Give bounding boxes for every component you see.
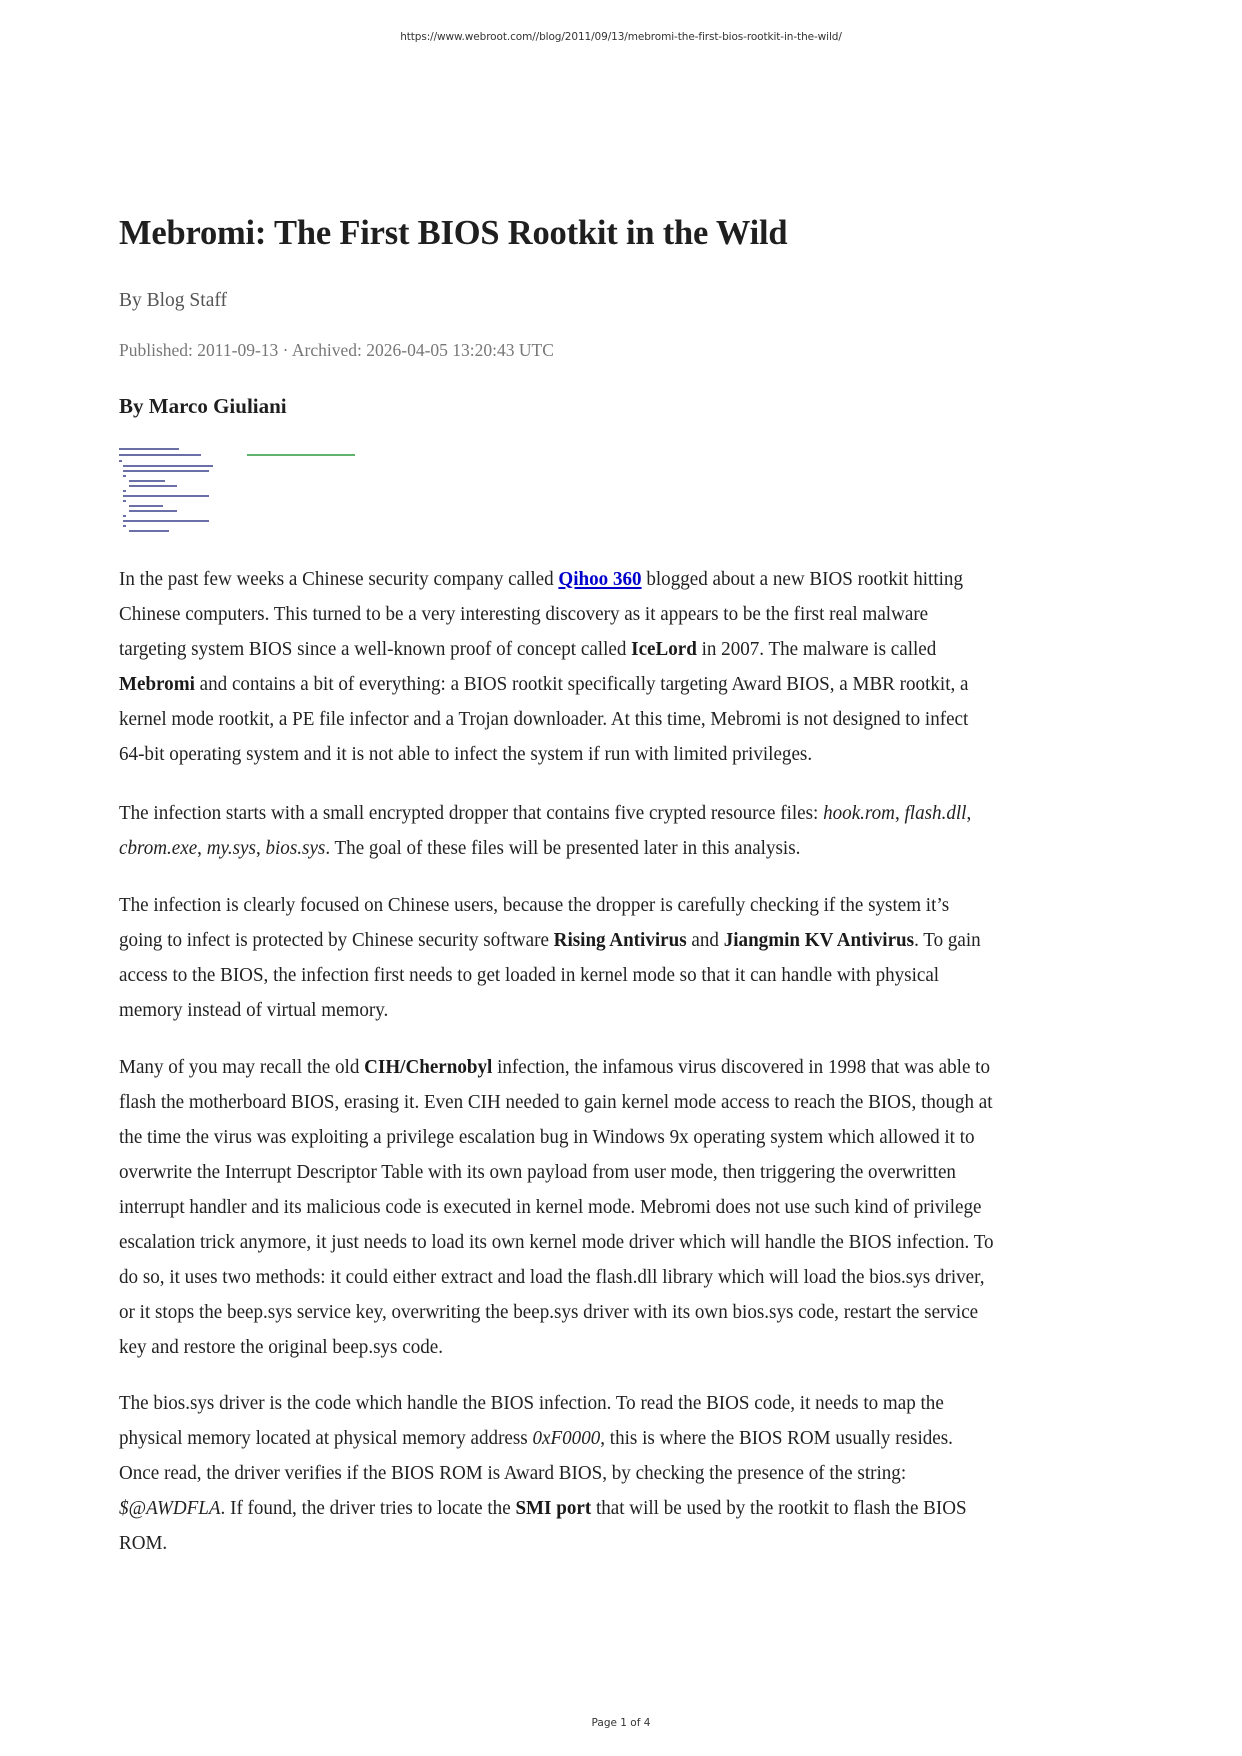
paragraph-bios-sys-driver: The bios.sys driver is the code which handle the BIOS infection. To read the BIOS code, it needs to map the physical memory located at physical memory address 0xF0000, this is where the BIOS ROM usually resides. Once read, the driver verifies if the BIOS ROM is Award BIOS, by checking the presence of the string: $@AWDFLA. If found, the driver tries to locate the SMI port that will be used by the rootkit to flash the BIOS ROM.	[119, 1392, 967, 1554]
paragraph-targeting: The infection is clearly focused on Chinese users, because the dropper is carefully checking if the system it’s going to infect is protected by Chinese security software Rising Antivirus and Jiangmin KV Antivirus. To gain access to the BIOS, the infection first needs to get loaded in kernel mode so that it can handle with physical memory instead of virtual memory.	[119, 894, 981, 1021]
code-line	[123, 520, 209, 522]
code-line	[119, 454, 201, 456]
code-line	[123, 525, 126, 527]
code-line	[123, 500, 126, 502]
code-line	[119, 448, 179, 450]
code-line	[129, 510, 177, 512]
italic-term: $@AWDFLA	[119, 1497, 221, 1519]
code-line	[119, 460, 122, 462]
page-url-header: https://www.webroot.com//blog/2011/09/13/mebromi-the-first-bios-rootkit-in-the-wild/	[400, 31, 842, 43]
italic-term: bios.sys	[265, 837, 326, 859]
code-line	[129, 480, 165, 482]
italic-term: hook.rom	[823, 802, 895, 824]
code-line	[123, 490, 126, 492]
code-line	[129, 530, 169, 532]
paragraph-intro: In the past few weeks a Chinese security company called Qihoo 360 blogged about a new BIOS rootkit hitting Chinese computers. This turned to be a very interesting discovery as it appears to be the first real malware targeting system BIOS since a well-known proof of concept called IceLord in 2007. The malware is called Mebromi and contains a bit of everything: a BIOS rootkit specifically targeting Award BIOS, a MBR rootkit, a kernel mode rootkit, a PE file infector and a Trojan downloader. At this time, Mebromi is not designed to infect 64-bit operating system and it is not able to infect the system if run with limited privileges.	[119, 568, 969, 765]
bold-term: IceLord	[631, 638, 697, 660]
paragraph-dropper: The infection starts with a small encrypted dropper that contains five crypted resource files: hook.rom, flash.dll, cbrom.exe, my.sys, bios.sys. The goal of these files will be presented later in this analysis.	[119, 802, 972, 859]
italic-term: 0xF0000	[532, 1427, 601, 1449]
bold-term: SMI port	[515, 1497, 592, 1519]
article-meta: Published: 2011-09-13 · Archived: 2026-04-05 13:20:43 UTC	[119, 340, 554, 360]
italic-term: my.sys	[206, 837, 256, 859]
article-title: Mebromi: The First BIOS Rootkit in the Wild	[119, 214, 788, 252]
code-snippet-icon	[119, 446, 359, 536]
bold-term: Mebromi	[119, 673, 195, 695]
article-byline: By Blog Staff	[119, 290, 227, 311]
code-line	[123, 465, 213, 467]
bold-term: Rising Antivirus	[553, 929, 687, 951]
page-number: Page 1 of 4	[591, 1717, 651, 1729]
code-line	[129, 505, 163, 507]
code-snippet-image	[119, 446, 359, 536]
code-line	[129, 485, 177, 487]
code-line	[123, 515, 126, 517]
article-author: By Marco Giuliani	[119, 394, 287, 418]
code-line	[123, 470, 209, 472]
link-qihoo-360[interactable]: Qihoo 360	[558, 568, 642, 590]
bold-term: Jiangmin KV Antivirus	[723, 929, 915, 951]
code-comment-line	[247, 454, 355, 456]
paragraph-cih-comparison: Many of you may recall the old CIH/Chernobyl infection, the infamous virus discovered in 1998 that was able to flash the motherboard BIOS, erasing it. Even CIH needed to gain kernel mode access to reach the BIOS, though at the time the virus was exploiting a privilege escalation bug in Windows 9x operating system which allowed it to overwrite the Interrupt Descriptor Table with its own payload from user mode, then triggering the overwritten interrupt handler and its malicious code is executed in kernel mode. Mebromi does not use such kind of privilege escalation trick anymore, it just needs to load its own kernel mode driver which will handle the BIOS infection. To do so, it uses two methods: it could either extract and load the flash.dll library which will load the bios.sys driver, or it stops the beep.sys service key, overwriting the beep.sys driver with its own bios.sys code, restart the service key and restore the original beep.sys code.	[119, 1056, 994, 1358]
code-line	[123, 495, 209, 497]
code-line	[123, 475, 126, 477]
italic-term: flash.dll	[904, 802, 967, 824]
italic-term: cbrom.exe	[119, 837, 198, 859]
bold-term: CIH/Chernobyl	[364, 1056, 493, 1078]
